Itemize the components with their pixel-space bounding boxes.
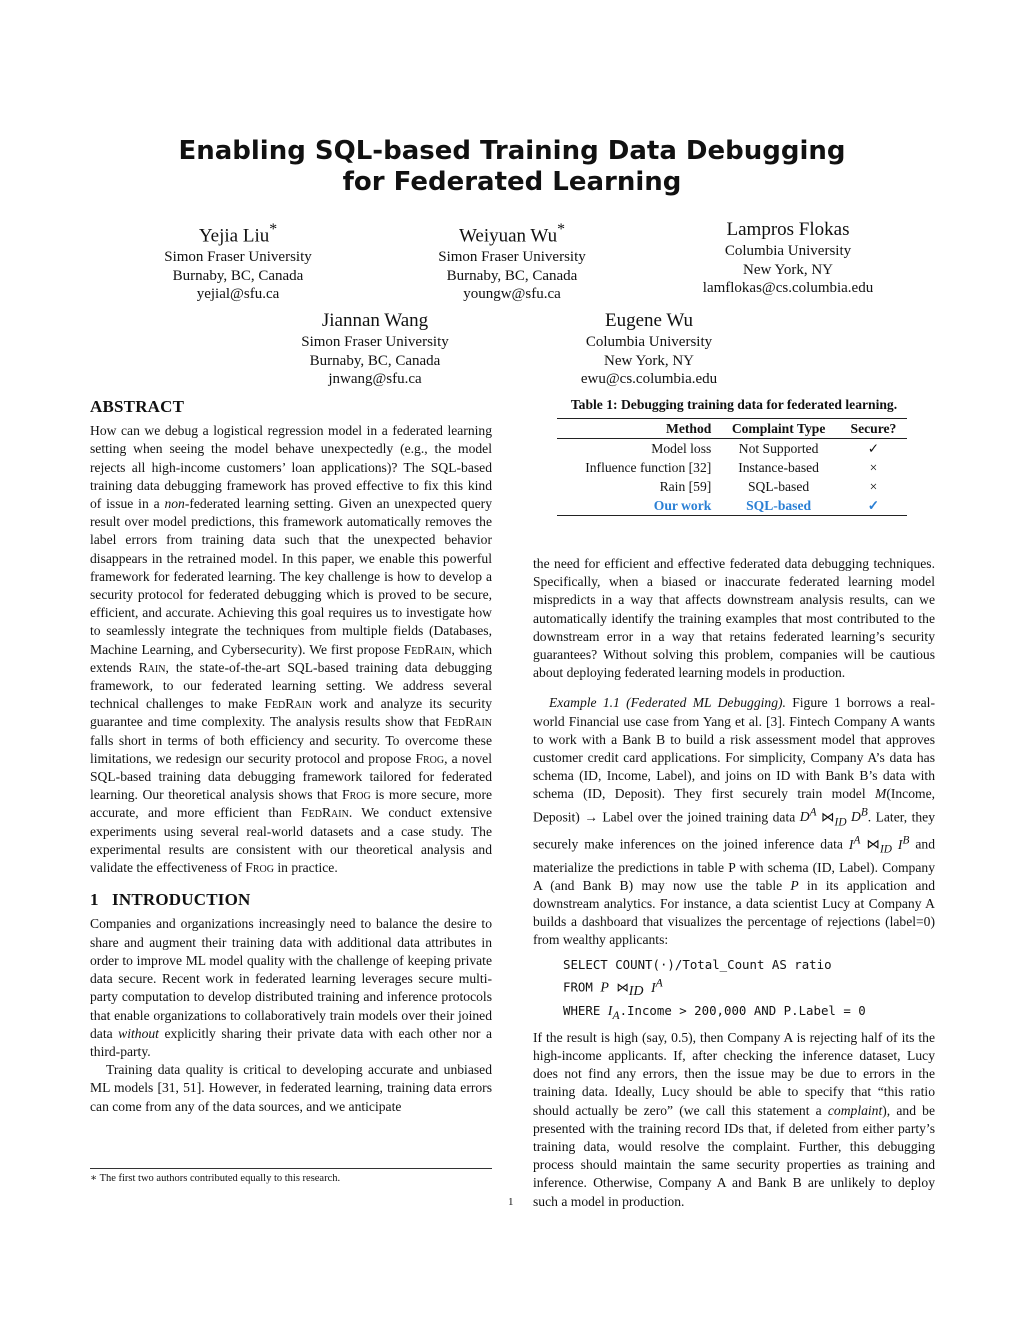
intro-paragraph: Training data quality is critical to developing accurate and unbiased ML models [31, 51]. However, in federated learning, training data errors can come from any of the data sources, and we anticipate	[90, 1062, 492, 1114]
author-name: Jiannan Wang	[321, 310, 429, 331]
author-email: ewu@cs.columbia.edu	[580, 371, 718, 387]
table-cell: Rain [59]	[659, 479, 712, 494]
author-block	[392, 218, 632, 304]
table-cell: ✓	[867, 441, 880, 456]
sql-line: WHERE $I_A.Income > 200,000$ AND P.Label = 0	[563, 1002, 866, 1022]
right-column	[533, 555, 935, 1211]
author-affiliation: Columbia University	[585, 334, 713, 350]
author-affiliation: Simon Fraser University	[164, 249, 312, 266]
author-email: jnwang@sfu.ca	[328, 371, 422, 387]
left-column	[90, 398, 492, 1116]
author-block	[255, 309, 495, 389]
author-name: Weiyuan Wu	[458, 225, 558, 247]
author-mark: *	[269, 221, 278, 238]
author-email: yejial@sfu.ca	[196, 286, 280, 303]
table-cell: Instance-based	[738, 460, 819, 475]
table-cell: ✓	[867, 498, 880, 513]
table-row-highlighted	[557, 496, 907, 516]
table-cell: Model loss	[651, 441, 712, 456]
table-cell: SQL-based	[746, 498, 812, 513]
author-name: Lampros Flokas	[726, 219, 850, 240]
author-location: Burnaby, BC, Canada	[172, 267, 304, 284]
author-name: Yejia Liu	[198, 225, 270, 247]
table-header-cell: Complaint Type	[731, 421, 826, 436]
table-header-cell: Method	[666, 421, 712, 436]
author-location: Burnaby, BC, Canada	[309, 352, 441, 369]
body-paragraph: If the result is high (say, 0.5), then Company A is rejecting half of its the high-income applicants. If, after checking the inference dataset, Lucy does not find any errors, then the issue may be due to errors in the training data. Ideally, Lucy should be able to specify that “this ratio should actually be zero” (we call this statement a complaint), and be presented with the training record IDs that, if deleted from either party’s training data, would resolve the complaint. Further, this debugging process should maintain the same security properties as training and inference. Otherwise, Company A and Bank B are unlikely to deploy such a model in production.	[533, 1029, 935, 1209]
author-mark: *	[557, 221, 566, 238]
author-email: youngw@sfu.ca	[463, 286, 561, 303]
table-row	[557, 477, 907, 496]
example-paragraph: Example 1.1 (Federated ML Debugging). Figure 1 borrows a real-world Financial use case from Yang et al. [3]. Fintech Company A wants to work with a Bank B to build a risk assessment model that approves customer credit card applications. For simplicity, Company A’s data has schema (ID, Income, Label), and joins on ID with Bank B’s data with schema (ID, Deposit). They first securely train model M(Income, Deposit) → Label over the joined training data $D^A$ $⋈_{ID}$ $D^B$. Later, they securely make inferences on the joined inference data $I^A$ $⋈_{ID}$ $I^B$ and materialize the predictions in table P with schema (ID, Label). Company A (and Bank B) may now use the table P in its application and downstream analytics. For instance, a data scientist Lucy at Company A builds a dashboard that visualizes the percentage of rejections (label=0) from wealthy applicants:	[533, 695, 935, 948]
author-email: lamflokas@cs.columbia.edu	[702, 280, 874, 296]
intro-paragraph: the need for efficient and effective federated data debugging techniques. Specifically, when a biased or inaccurate federated learning model mispredicts in a way that affects downstream analysis results, can we automatically identify the training examples that most contributed to the downstream error in a way that retains federated learning’s security guarantees? Without solving this problem, companies will be cautious about deploying federated learning models in production.	[533, 556, 935, 681]
introduction-heading: 1 INTRODUCTION	[90, 890, 251, 910]
table-cell: ×	[869, 460, 878, 475]
page-number: 1	[508, 1196, 514, 1208]
table-row	[557, 458, 907, 477]
author-location: Burnaby, BC, Canada	[446, 267, 578, 284]
table-1	[557, 418, 907, 516]
table-cell: Our work	[653, 498, 712, 513]
table-cell: Influence function [32]	[585, 460, 712, 475]
sql-query-block	[563, 956, 935, 1025]
author-location: New York, NY	[603, 352, 694, 369]
sql-line: FROM P $⋈_{ID}$ $I^A$	[563, 975, 663, 1000]
table-header-cell: Secure?	[850, 421, 897, 436]
table-caption: Table 1: Debugging training data for federated learning.	[570, 397, 898, 412]
table-cell: ×	[869, 479, 878, 494]
author-block	[529, 309, 769, 389]
abstract-text: How can we debug a logistical regression model in a federated learning setting when seeing the model behave unexpectedly (e.g., the model rejects all high-income customers’ loan applications)? The SQL-based training data debugging framework has proved effective to fix this kind of issue in a non-federated learning setting. Given an unexpected query result over model predictions, this framework automatically removes the label errors from training data such that the unexpected behavior disappears in the retrained model. In this paper, we enable this powerful framework for federated learning. The key challenge is how to develop a security protocol for federated debugging which is proved to be secure, efficient, and accurate. Achieving this goal requires us to investigate how to seamlessly integrate the techniques from multiple fields (Databases, Machine Learning, and Cybersecurity). We first propose FedRain, which extends Rain, the state-of-the-art SQL-based training data debugging framework, to our federated learning setting. We address several technical challenges to make FedRain work and analyze its security guarantee and time complexity. The analysis results show that FedRain falls short in terms of both efficiency and security. To overcome these limitations, we redesign our security protocol and propose Frog, a novel SQL-based training data debugging framework tailored for federated learning. Our theoretical analysis shows that Frog is more secure, more accurate, and more efficient than FedRain. We conduct extensive experiments using several real-world datasets and a case study. The experimental results are consistent with our theoretical analysis and validate the effectiveness of Frog in practice.	[90, 423, 493, 876]
footnote: ∗ The first two authors contributed equally to this research.	[90, 1173, 341, 1184]
table-header-row	[557, 419, 907, 439]
author-affiliation: Columbia University	[724, 243, 852, 259]
table-row	[557, 439, 907, 459]
table-cell: Not Supported	[738, 441, 819, 456]
abstract-heading: ABSTRACT	[90, 397, 185, 416]
table-cell: SQL-based	[748, 479, 810, 494]
author-block	[118, 218, 358, 304]
sql-line: SELECT COUNT(·)/Total_Count AS ratio	[563, 956, 832, 972]
author-affiliation: Simon Fraser University	[301, 334, 449, 350]
paper-title-line-1: Enabling SQL-based Training Data Debugging	[178, 136, 846, 166]
author-name: Eugene Wu	[604, 310, 694, 331]
paper-title-line-2: for Federated Learning	[342, 167, 682, 197]
author-affiliation: Simon Fraser University	[438, 249, 586, 266]
author-block	[668, 218, 908, 298]
author-location: New York, NY	[742, 261, 833, 278]
footnote-rule	[90, 1168, 492, 1169]
intro-paragraph: Companies and organizations increasingly need to balance the desire to share and augment their training data with additional data attributes in order to improve ML model quality with the challenge of keeping private data secure. Recent work in federated learning leverages secure multi-party computation to develop distributed training and inference protocols that enable organizations to collaboratively train models over their joined data without explicitly sharing their private data with each other nor a third-party.	[90, 916, 492, 1059]
